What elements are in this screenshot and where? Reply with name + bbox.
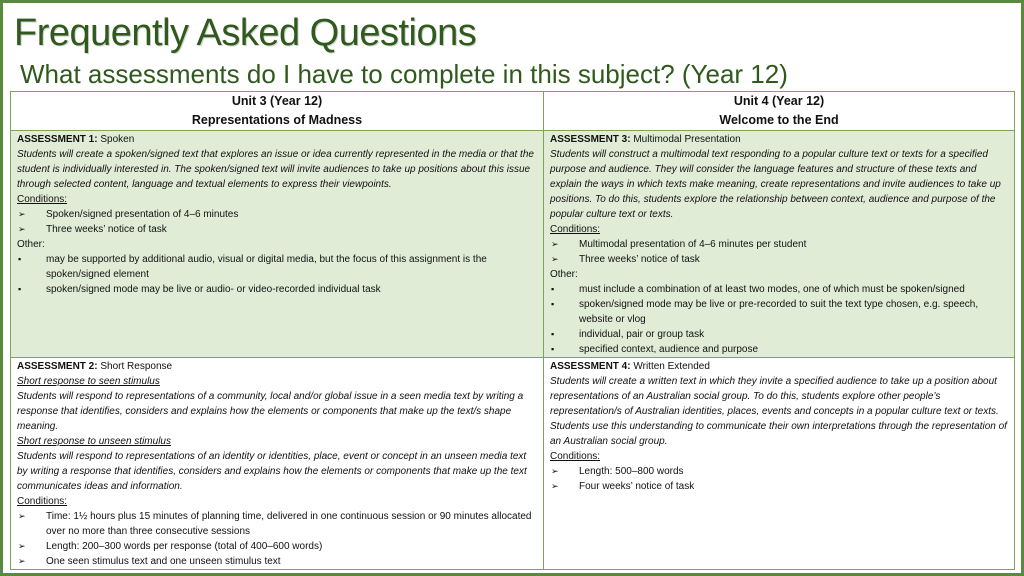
arrow-bullet-icon: ➢: [18, 556, 26, 566]
unseen-stimulus-description: Students will respond to representations of an identity or identities, place, event or concept in an unseen media text by writing a response that identifies, considers and explains how the elements or components that make up the text communicates ideas and information.: [17, 451, 527, 492]
assessment-1-label: ASSESSMENT 1:: [17, 134, 98, 145]
list-item: [17, 554, 537, 569]
assessment-table: [10, 91, 1015, 570]
assessment-3-cell: [544, 131, 1015, 358]
page-subtitle: What assessments do I have to complete in this subject? (Year 12): [20, 59, 788, 89]
list-item: [17, 222, 537, 237]
assessment-1-conditions-label: Conditions:: [17, 194, 68, 205]
assessment-3-type: Multimodal Presentation: [630, 134, 741, 145]
unit-header-row: [11, 92, 1015, 131]
assessment-4-label: ASSESSMENT 4:: [550, 361, 631, 372]
arrow-bullet-icon: ➢: [18, 209, 26, 219]
seen-stimulus-heading: Short response to seen stimulus: [17, 376, 160, 387]
list-item: [550, 297, 1008, 327]
list-item: [550, 464, 1008, 479]
arrow-bullet-icon: ➢: [18, 224, 26, 234]
other-text: spoken/signed mode may be live or audio- or video-recorded individual task: [46, 284, 381, 295]
assessment-4-cell: [544, 358, 1015, 570]
assessment-row-1: [11, 131, 1015, 358]
assessment-1-cell: [11, 131, 544, 358]
other-text: must include a combination of at least two modes, one of which must be spoken/signed: [579, 284, 965, 295]
assessment-1-other-label: Other:: [17, 239, 45, 250]
assessment-2-type: Short Response: [97, 361, 173, 372]
arrow-bullet-icon: ➢: [551, 239, 559, 249]
list-item: [550, 327, 1008, 342]
condition-text: Four weeks’ notice of task: [579, 481, 695, 492]
assessment-2-heading: [17, 359, 537, 374]
unit-4-subtitle: Welcome to the End: [719, 113, 839, 127]
assessment-2-cell: [11, 358, 544, 570]
assessment-1-heading: [17, 132, 537, 147]
assessment-4-heading: [550, 359, 1008, 374]
assessment-2-conditions-label: Conditions:: [17, 496, 68, 507]
assessment-3-conditions-label: Conditions:: [550, 224, 601, 235]
square-bullet-icon: ▪: [551, 344, 555, 354]
arrow-bullet-icon: ➢: [551, 481, 559, 491]
square-bullet-icon: ▪: [551, 299, 555, 309]
list-item: [17, 539, 537, 554]
unseen-stimulus-heading: Short response to unseen stimulus: [17, 436, 171, 447]
assessment-row-2: [11, 358, 1015, 570]
condition-text: Three weeks’ notice of task: [579, 254, 700, 265]
square-bullet-icon: ▪: [18, 284, 22, 294]
square-bullet-icon: ▪: [551, 284, 555, 294]
list-item: [550, 342, 1008, 357]
list-item: [17, 207, 537, 222]
assessment-3-other-label: Other:: [550, 269, 578, 280]
assessment-1-type: Spoken: [97, 134, 135, 145]
list-item: [550, 252, 1008, 267]
assessment-4-type: Written Extended: [630, 361, 710, 372]
arrow-bullet-icon: ➢: [18, 511, 26, 521]
seen-stimulus-description: Students will respond to representations of a community, local and/or global issue in a seen media text by writing a response that identifies, considers and explains how the elements or components that make up the text/s shape meaning.: [17, 391, 524, 432]
assessment-2-label: ASSESSMENT 2:: [17, 361, 98, 372]
arrow-bullet-icon: ➢: [551, 466, 559, 476]
list-item: [550, 479, 1008, 494]
other-text: may be supported by additional audio, visual or digital media, but the focus of this assignment is the spoken/signed element: [46, 254, 487, 280]
arrow-bullet-icon: ➢: [18, 541, 26, 551]
other-text: spoken/signed mode may be live or pre-recorded to suit the text type chosen, e.g. speech, website or vlog: [579, 299, 979, 325]
assessment-4-conditions-label: Conditions:: [550, 451, 601, 462]
square-bullet-icon: ▪: [551, 329, 555, 339]
unit-4-title: Unit 4 (Year 12): [733, 94, 825, 108]
list-item: [17, 252, 537, 282]
other-text: individual, pair or group task: [579, 329, 705, 340]
condition-text: Spoken/signed presentation of 4–6 minutes: [46, 209, 239, 220]
unit-3-header: [11, 92, 544, 131]
unit-3-subtitle: Representations of Madness: [191, 113, 363, 127]
condition-text: Three weeks’ notice of task: [46, 224, 167, 235]
assessment-3-label: ASSESSMENT 3:: [550, 134, 631, 145]
condition-text: Length: 500–800 words: [579, 466, 684, 477]
list-item: [550, 237, 1008, 252]
condition-text: One seen stimulus text and one unseen stimulus text: [46, 556, 281, 567]
list-item: [17, 509, 537, 539]
assessment-1-description: Students will create a spoken/signed text that explores an issue or idea currently represented in the media or that the student is individually interested in. The spoken/signed text will invite audiences to take up positions about this issue through selected content, language and textual elements to express their viewpoints.: [17, 149, 534, 190]
unit-4-header: [544, 92, 1015, 131]
condition-text: Length: 200–300 words per response (total of 400–600 words): [46, 541, 323, 552]
arrow-bullet-icon: ➢: [551, 254, 559, 264]
condition-text: Time: 1½ hours plus 15 minutes of planning time, delivered in one continuous session or 90 minutes allocated over no more than three consecutive sessions: [46, 511, 532, 537]
square-bullet-icon: ▪: [18, 254, 22, 264]
unit-3-title: Unit 3 (Year 12): [231, 94, 323, 108]
assessment-3-heading: [550, 132, 1008, 147]
assessment-3-description: Students will construct a multimodal text responding to a popular culture text or texts for a specified purpose and audience. They will consider the language features and structure of these texts and explain the ways in which texts make meaning, create representations and invite audiences to take up positions. To do this, students explore the relationship between context, audience and purpose of the popular culture text or texts.: [550, 149, 1001, 220]
assessment-4-description: Students will create a written text in which they invite a specified audience to take up a position about representations of an Australian social group. To do this, students explore other people’s representation/s of Australian identities, places, events and concepts in a popular culture text or texts. Students use this understanding to communicate their own interpretations through the representation of an Australian social group.: [550, 376, 1007, 447]
other-text: specified context, audience and purpose: [579, 344, 759, 355]
list-item: [17, 282, 537, 297]
list-item: [550, 282, 1008, 297]
condition-text: Multimodal presentation of 4–6 minutes per student: [579, 239, 807, 250]
page-title: Frequently Asked Questions: [14, 12, 477, 54]
